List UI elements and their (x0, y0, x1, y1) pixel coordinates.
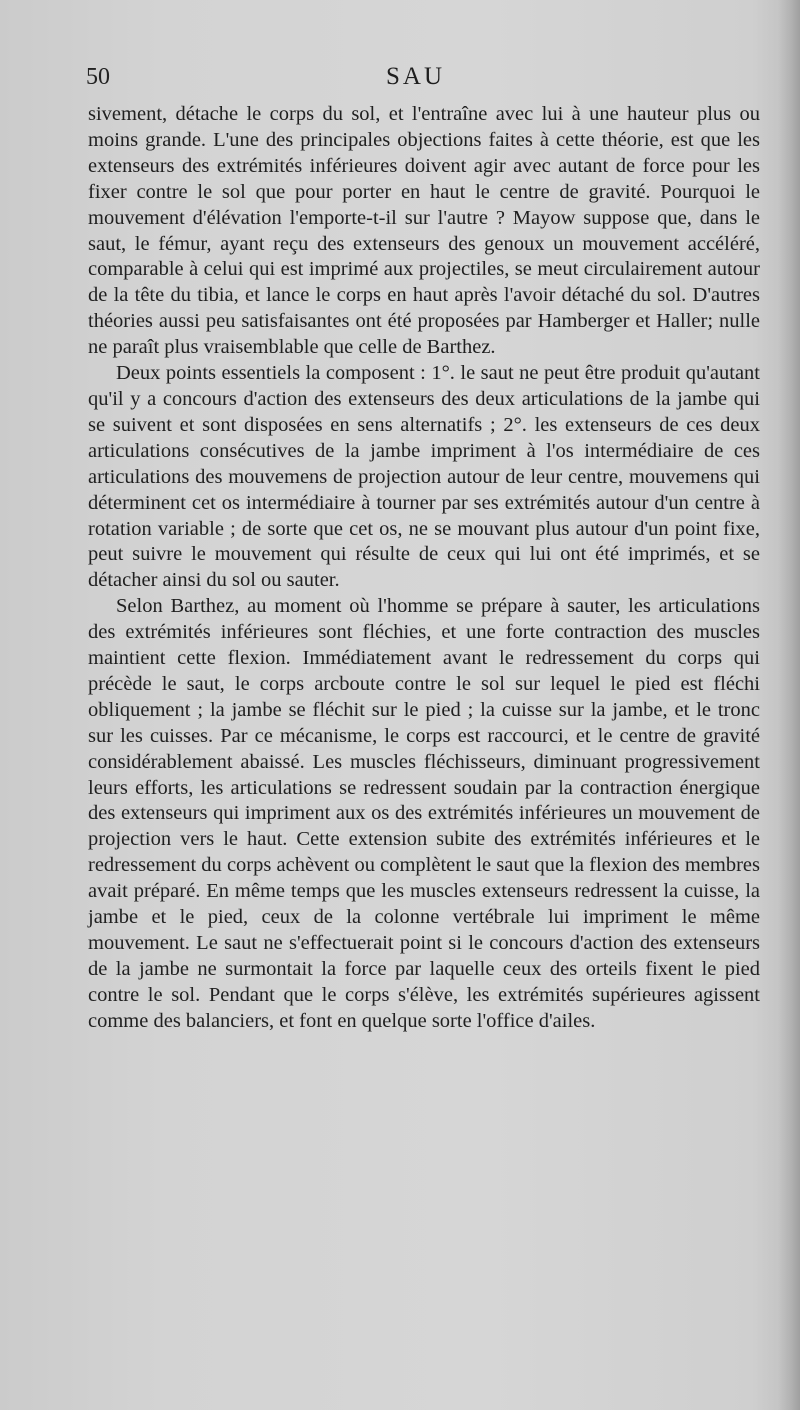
running-head: SAU (386, 63, 446, 90)
page-edge-shadow (778, 0, 800, 1410)
paragraph-selon-barthez: Selon Barthez, au moment où l'homme se prépare à sauter, les articulations des extrémités inférieures sont fléchies, et une forte contraction des muscles maintient cette flexion. Immédiatement avant le redressement du corps qui précède le saut, le corps arcboute contre le sol sur lequel le pied est fléchi obliquement ; la jambe se fléchit sur le pied ; la cuisse sur la jambe, et le tronc sur les cuisses. Par ce mécanisme, le corps est raccourci, et le centre de gravité considérablement abaissé. Les muscles fléchisseurs, diminuant progressivement leurs efforts, les articulations se redressent soudain par la contraction énergique des extenseurs qui impriment aux os des extrémités inférieures un mouvement de projection vers le haut. Cette extension subite des extrémités inférieures et le redressement du corps achèvent ou complètent le saut que la flexion des membres avait préparé. En même temps que les muscles extenseurs redressent la cuisse, la jambe et le pied, ceux de la colonne vertébrale lui impriment le même mouvement. Le saut ne s'effectuerait point si le concours d'action des extenseurs de la jambe ne surmontait la force par laquelle ceux des orteils fixent le pied contre le sol. Pendant que le corps s'élève, les extrémités supérieures agissent comme des balanciers, et font en quelque sorte l'office d'ailes. (88, 595, 760, 1032)
page-number: 50 (86, 64, 110, 90)
text-body (88, 102, 760, 1035)
paragraph-continuation: sivement, détache le corps du sol, et l'entraîne avec lui à une hauteur plus ou moins grande. L'une des principales objections faites à cette théorie, est que les extenseurs des extrémités inférieures doivent agir avec autant de force pour les fixer contre le sol que pour porter en haut le centre de gravité. Pourquoi le mouvement d'élévation l'emporte-t-il sur l'autre ? Mayow suppose que, dans le saut, le fémur, ayant reçu des extenseurs des genoux un mouvement accéléré, comparable à celui qui est imprimé aux projectiles, se meut circulairement autour de la tête du tibia, et lance le corps en haut après l'avoir détaché du sol. D'autres théories aussi peu satisfaisantes ont été proposées par Hamberger et Haller; nulle ne paraît plus vraisemblable que celle de Barthez. (88, 103, 760, 359)
paragraph-deux-points: Deux points essentiels la composent : 1°. le saut ne peut être produit qu'autant qu'il y a concours d'action des extenseurs des deux articulations de la jambe qui se suivent et sont disposées en sens alternatifs ; 2°. les extenseurs de ces deux articulations consécutives de la jambe impriment à l'os intermédiaire de ces articulations des mouvemens de projection autour de leur centre, mouvemens qui déterminent cet os intermédiaire à tourner par ses extrémités autour d'un centre à rotation variable ; de sorte que cet os, ne se mouvant plus autour d'un point fixe, peut suivre le mouvement qui résulte de ceux qui lui ont été imprimés, et se détacher ainsi du sol ou sauter. (88, 362, 760, 592)
page-header (86, 62, 760, 98)
